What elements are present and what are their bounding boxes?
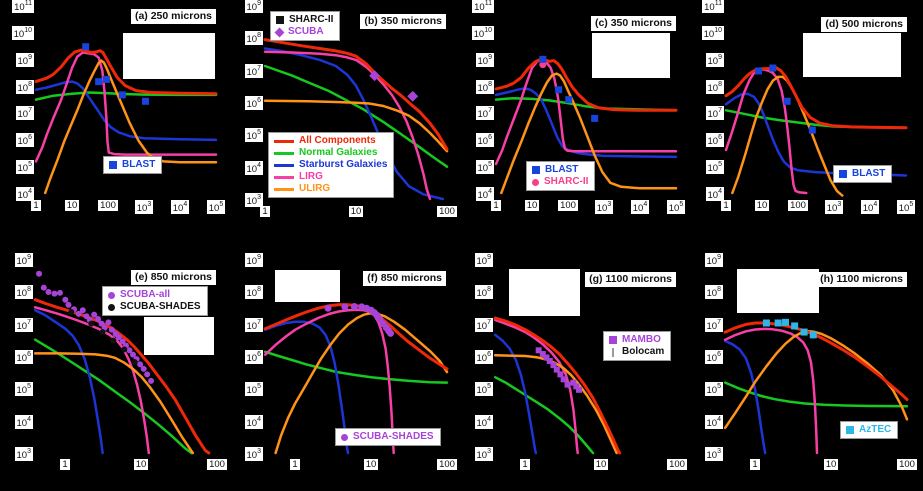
panel-title: (f) 850 microns [363, 271, 446, 286]
y-tick-label: $10^7$ [477, 107, 492, 121]
panel-title: (d) 500 microns [821, 17, 907, 32]
y-tick-label: $10^7$ [246, 319, 261, 333]
panel-c [460, 0, 690, 245]
y-tick-label: $10^8$ [707, 81, 722, 95]
x-tick-label: $10^4$ [862, 201, 878, 215]
y-tick-label: $10^3$ [706, 448, 721, 462]
y-tick-label: $10^7$ [17, 107, 32, 121]
circle-marker-icon [532, 179, 539, 186]
legend-item [274, 159, 387, 171]
panel-a [0, 0, 230, 245]
curve-all-components [495, 318, 619, 453]
vtick-marker-icon [612, 348, 614, 357]
panel-title: (g) 1100 microns [585, 272, 676, 287]
y-tick-label: $10^8$ [246, 32, 261, 46]
y-tick-label: $10^4$ [477, 188, 492, 202]
circle-marker-icon [341, 434, 348, 441]
y-tick-label: $10^5$ [476, 383, 491, 397]
y-tick-label: $10^8$ [477, 81, 492, 95]
y-tick-label: $10^6$ [246, 97, 261, 111]
y-tick-label: $10^6$ [476, 351, 491, 365]
panel-title: (h) 1100 microns [816, 272, 907, 287]
x-tick-label: 1 [723, 200, 729, 211]
x-tick-label: 100 [439, 206, 455, 217]
legend-item [609, 346, 664, 358]
legend-item [108, 301, 201, 313]
legend-item [274, 135, 387, 147]
empty-white-box [144, 317, 214, 355]
x-tick-label: 100 [790, 200, 806, 211]
y-tick-label: $10^3$ [246, 448, 261, 462]
x-tick-label: 10 [135, 459, 147, 470]
legend-item [276, 14, 333, 26]
y-tick-label: $10^5$ [17, 161, 32, 175]
x-tick-label: $10^5$ [898, 201, 914, 215]
panel-g [460, 245, 690, 491]
x-tick-label: 10 [756, 200, 768, 211]
legend-label: AzTEC [859, 424, 892, 435]
legend-label: ULIRG [299, 183, 331, 194]
legend-label: BLAST [545, 164, 579, 175]
y-tick-label: $10^4$ [246, 416, 261, 430]
legend-label: SHARC-II [289, 14, 334, 25]
y-tick-label: $10^8$ [476, 286, 491, 300]
y-tick-label: $10^7$ [16, 319, 31, 333]
square-marker-icon [846, 426, 854, 434]
y-tick-label: $10^7$ [706, 319, 721, 333]
legend-box [268, 132, 394, 198]
y-tick-label: $10^{10}$ [703, 27, 722, 41]
legend-item [341, 431, 434, 443]
legend-label: SCUBA-SHADES [120, 301, 201, 312]
y-tick-label: $10^7$ [246, 65, 261, 79]
x-tick-label: 100 [209, 459, 225, 470]
legend-label: Bolocam [622, 346, 665, 357]
y-tick-label: $10^5$ [246, 383, 261, 397]
x-tick-label: $10^4$ [632, 201, 648, 215]
legend-item [274, 147, 387, 159]
legend-label: SCUBA-SHADES [353, 431, 434, 442]
legend-label: All Components [299, 135, 376, 146]
panel-title: (e) 850 microns [131, 270, 216, 285]
curve-starburst-galaxies [726, 94, 906, 176]
y-tick-label: $10^8$ [17, 81, 32, 95]
square-marker-icon [839, 170, 847, 178]
y-tick-label: $10^9$ [16, 254, 31, 268]
curve-starburst-galaxies [495, 335, 536, 453]
x-tick-label: $10^4$ [172, 201, 188, 215]
legend-label: BLAST [122, 159, 156, 170]
legend-box [840, 421, 898, 439]
panel-title: (c) 350 microns [591, 16, 676, 31]
legend-label: SCUBA-all [120, 289, 171, 300]
empty-white-box [737, 269, 819, 313]
diamond-marker-icon [275, 27, 285, 37]
x-tick-label: $10^5$ [208, 201, 224, 215]
legend-box [833, 165, 892, 183]
x-tick-label: 10 [66, 200, 78, 211]
curve-normal-galaxies [265, 352, 447, 383]
x-tick-label: 1 [262, 206, 268, 217]
y-tick-label: $10^3$ [246, 194, 261, 208]
legend-item [109, 159, 155, 171]
x-tick-label: 100 [560, 200, 576, 211]
panel-title: (a) 250 microns [131, 9, 216, 24]
line-swatch [274, 188, 294, 191]
y-tick-label: $10^9$ [246, 254, 261, 268]
x-tick-label: $10^3$ [596, 201, 612, 215]
legend-label: Starburst Galaxies [299, 159, 388, 170]
y-tick-label: $10^4$ [706, 416, 721, 430]
y-tick-label: $10^5$ [707, 161, 722, 175]
y-tick-label: $10^{11}$ [14, 0, 32, 14]
curve-starburst-galaxies [35, 310, 102, 453]
curve-starburst-galaxies [36, 82, 216, 140]
x-tick-label: 100 [669, 459, 685, 470]
x-tick-label: 100 [899, 459, 915, 470]
y-tick-label: $10^8$ [706, 286, 721, 300]
y-tick-label: $10^4$ [16, 416, 31, 430]
x-tick-label: 100 [100, 200, 116, 211]
line-swatch [274, 176, 294, 179]
panel-h [690, 245, 923, 491]
y-tick-label: $10^5$ [246, 129, 261, 143]
y-tick-label: $10^{11}$ [474, 0, 492, 14]
x-tick-label: 1 [62, 459, 68, 470]
legend-label: Normal Galaxies [299, 147, 378, 158]
y-tick-label: $10^6$ [706, 351, 721, 365]
y-tick-label: $10^7$ [707, 107, 722, 121]
legend-label: BLAST [852, 168, 886, 179]
y-tick-label: $10^9$ [477, 54, 492, 68]
x-tick-label: 10 [526, 200, 538, 211]
empty-white-box [275, 270, 340, 302]
x-tick-label: 10 [350, 206, 362, 217]
square-marker-icon [109, 161, 117, 169]
y-tick-label: $10^8$ [246, 286, 261, 300]
legend-box [103, 156, 162, 174]
panel-f [230, 245, 460, 491]
circle-marker-icon [108, 292, 115, 299]
line-swatch [274, 140, 294, 143]
legend-box [102, 286, 208, 316]
y-tick-label: $10^7$ [476, 319, 491, 333]
panel-d [690, 0, 923, 245]
y-tick-label: $10^{11}$ [704, 0, 722, 14]
legend-label: LIRG [299, 171, 323, 182]
y-tick-label: $10^6$ [707, 134, 722, 148]
legend-item [108, 289, 201, 301]
legend-box [603, 331, 671, 361]
x-tick-label: 10 [825, 459, 837, 470]
legend-item [609, 334, 664, 346]
x-tick-label: $10^3$ [826, 201, 842, 215]
y-tick-label: $10^6$ [17, 134, 32, 148]
y-tick-label: $10^5$ [477, 161, 492, 175]
empty-white-box [123, 33, 215, 79]
empty-white-box [509, 269, 580, 316]
legend-box [270, 11, 340, 41]
square-marker-icon [276, 16, 284, 24]
y-tick-label: $10^9$ [707, 54, 722, 68]
legend-item [532, 176, 588, 188]
y-tick-label: $10^5$ [706, 383, 721, 397]
x-tick-label: 10 [365, 459, 377, 470]
y-tick-label: $10^3$ [16, 448, 31, 462]
legend-item [846, 424, 891, 436]
circle-marker-icon [108, 304, 115, 311]
y-tick-label: $10^9$ [246, 0, 261, 14]
y-tick-label: $10^4$ [17, 188, 32, 202]
y-tick-label: $10^4$ [476, 416, 491, 430]
panel-e [0, 245, 230, 491]
x-tick-label: 1 [752, 459, 758, 470]
y-tick-label: $10^9$ [476, 254, 491, 268]
legend-item [276, 26, 333, 38]
legend-item [274, 171, 387, 183]
legend-label: SHARC-II [544, 176, 589, 187]
square-marker-icon [609, 336, 617, 344]
y-tick-label: $10^9$ [17, 54, 32, 68]
x-tick-label: $10^3$ [136, 201, 152, 215]
legend-item [532, 164, 588, 176]
y-tick-label: $10^6$ [477, 134, 492, 148]
x-tick-label: 1 [522, 459, 528, 470]
legend-item [839, 168, 885, 180]
empty-white-box [592, 33, 670, 78]
y-tick-label: $10^4$ [707, 188, 722, 202]
legend-label: MAMBO [622, 334, 661, 345]
line-swatch [274, 152, 294, 155]
square-marker-icon [532, 166, 540, 174]
empty-white-box [803, 33, 901, 77]
panel-b [230, 0, 460, 245]
y-tick-label: $10^6$ [16, 351, 31, 365]
y-tick-label: $10^4$ [246, 162, 261, 176]
panel-title: (b) 350 microns [360, 14, 446, 29]
y-tick-label: $10^3$ [476, 448, 491, 462]
y-tick-label: $10^{10}$ [13, 27, 32, 41]
legend-item [274, 183, 387, 195]
y-tick-label: $10^9$ [706, 254, 721, 268]
curve-ulirg [35, 353, 193, 453]
y-tick-label: $10^6$ [246, 351, 261, 365]
x-tick-label: 1 [493, 200, 499, 211]
x-tick-label: $10^5$ [668, 201, 684, 215]
legend-box [526, 161, 595, 191]
x-tick-label: 1 [33, 200, 39, 211]
legend-label: SCUBA [288, 26, 324, 37]
line-swatch [274, 164, 294, 167]
y-tick-label: $10^8$ [16, 286, 31, 300]
y-tick-label: $10^{10}$ [473, 27, 492, 41]
y-tick-label: $10^5$ [16, 383, 31, 397]
curve-lirg [35, 307, 149, 453]
x-tick-label: 1 [292, 459, 298, 470]
legend-box [335, 428, 441, 446]
x-tick-label: 100 [439, 459, 455, 470]
x-tick-label: 10 [595, 459, 607, 470]
